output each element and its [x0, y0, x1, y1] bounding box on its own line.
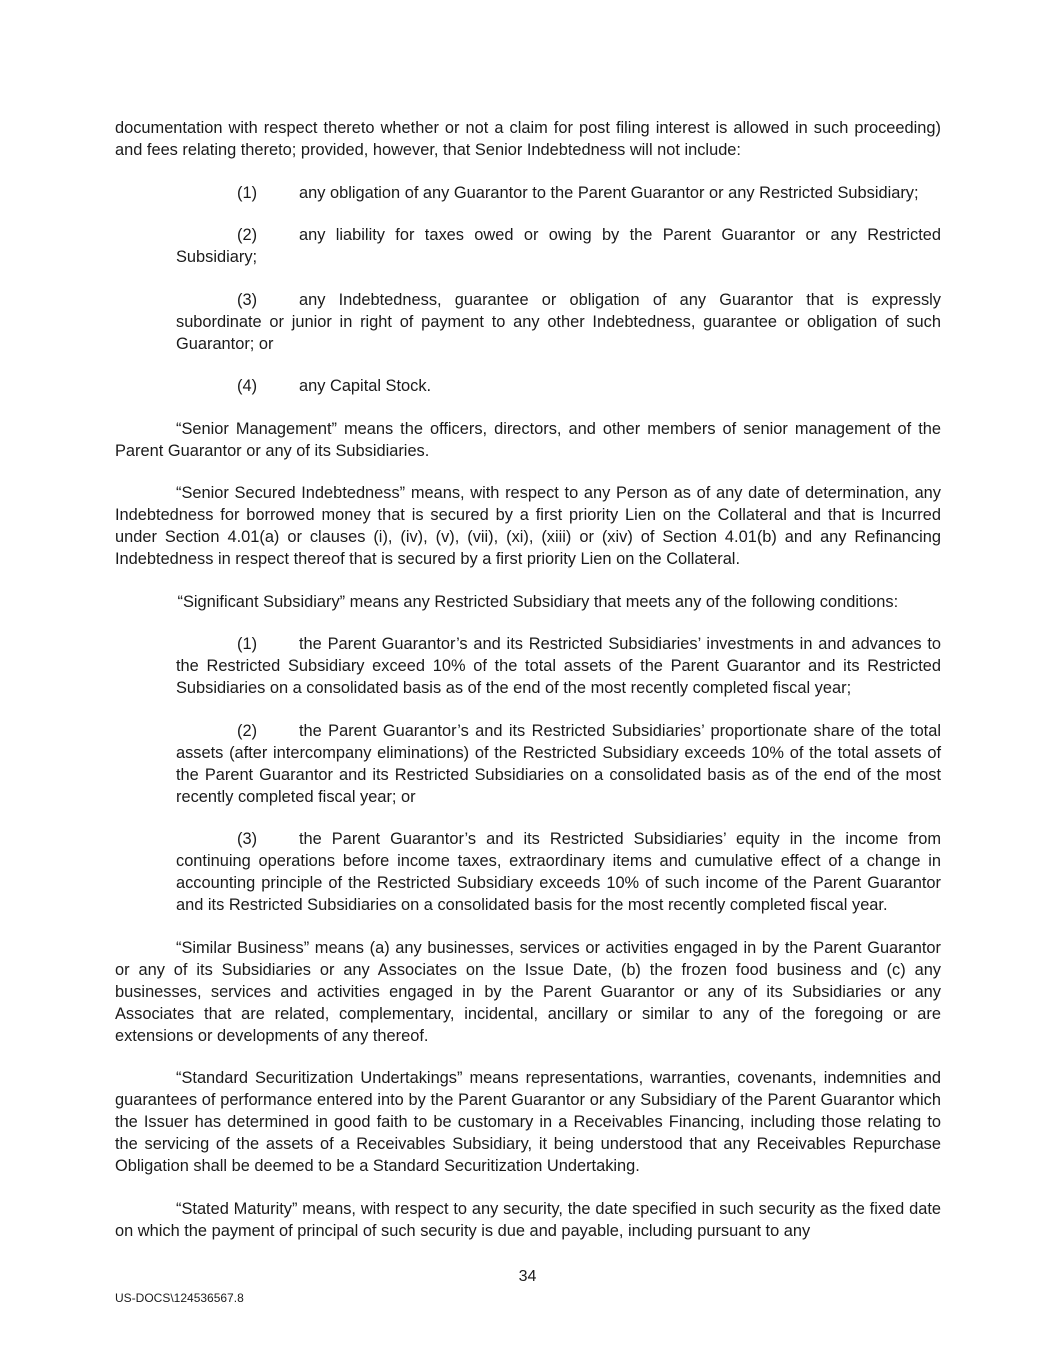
significant-subsidiary-conditions — [115, 633, 941, 916]
list-item-number: (1) — [237, 183, 258, 202]
list-item-text: any Capital Stock. — [299, 377, 432, 395]
list-item-text: the Parent Guarantor’s and its Restricted Subsidiaries’ proportionate share of the total assets (after intercompany eliminations) of the Restricted Subsidiary exceeds 10% of the total assets of the Parent Guarantor and its Restricted Subsidiaries on a consolidated basis as of the end of the most recently completed fiscal year; or — [176, 721, 941, 806]
list-item — [176, 289, 941, 355]
list-item-text: the Parent Guarantor’s and its Restricted Subsidiaries’ equity in the income from continuing operations before income taxes, extraordinary items and cumulative effect of a change in accounting principle of the Restricted Subsidiary exceeds 10% of such income of the Parent Guarantor and its Restricted Subsidiaries on a consolidated basis for the most recently completed fiscal year. — [176, 830, 941, 914]
list-item-number: (2) — [237, 721, 258, 740]
list-item-number: (4) — [237, 377, 258, 395]
definition-senior-management: “Senior Management” means the officers, directors, and other members of senior management of the Parent Guarantor or any of its Subsidiaries. — [115, 419, 941, 460]
list-item-number: (2) — [237, 226, 258, 244]
document-id: US-DOCS\124536567.8 — [115, 1291, 244, 1305]
definition-senior-secured-indebtedness: “Senior Secured Indebtedness” means, with respect to any Person as of any date of determination, any Indebtedness for borrowed money that is secured by a first priority Lien on the Collateral and that is Incurred under Section 4.01(a) or clauses (i), (iv), (v), (vii), (xi), (xiii) or (xiv) of Section 4.01(b) and any Refinancing Indebtedness in respect thereof that is secured by a first priority Lien on the Collateral. — [115, 484, 941, 568]
definition-similar-business: “Similar Business” means (a) any businesses, services or activities engaged in by the Parent Guarantor or any of its Subsidiaries or any Associates on the Issue Date, (b) the frozen food business and (c) any businesses, services and activities engaged in by the Parent Guarantor or any of its Subsidiaries or any Associates that are related, complementary, incidental, ancillary or similar to any of the foregoing or are extensions or developments of any thereof. — [115, 938, 941, 1045]
page-body — [115, 117, 941, 1262]
continuation-paragraph: documentation with respect thereto whether or not a claim for post filing interest is allowed in such proceeding) and fees relating thereto; provided, however, that Senior Indebtedness will not include: — [115, 119, 941, 159]
definition-standard-securitization-undertakings: “Standard Securitization Undertakings” means representations, warranties, covenants, indemnities and guarantees of performance entered into by the Parent Guarantor or any Subsidiary of the Parent Guarantor which the Issuer has determined in good faith to be customary in a Receivables Financing, including those relating to the servicing of the assets of a Receivables Subsidiary, it being understood that any Receivables Repurchase Obligation shall be deemed to be a Standard Securitization Undertaking. — [115, 1069, 941, 1175]
list-item — [176, 720, 941, 808]
senior-indebtedness-exclusions — [115, 182, 941, 398]
definition-stated-maturity: “Stated Maturity” means, with respect to any security, the date specified in such security as the fixed date on which the payment of principal of such security is due and payable, including pursuant to any — [115, 1199, 941, 1240]
page-number: 34 — [518, 1268, 537, 1285]
list-item-number: (3) — [237, 830, 258, 848]
definition-significant-subsidiary: “Significant Subsidiary” means any Restricted Subsidiary that meets any of the following conditions: — [177, 592, 899, 611]
list-item — [176, 375, 941, 397]
list-item-text: the Parent Guarantor’s and its Restricted Subsidiaries’ investments in and advances to the Restricted Subsidiary exceed 10% of the total assets of the Parent Guarantor and its Restricted Subsidiaries on a consolidated basis as of the end of the most recently completed fiscal year; — [176, 635, 941, 697]
list-item-text: any Indebtedness, guarantee or obligation of any Guarantor that is expressly subordinate or junior in right of payment to any other Indebtedness, guarantee or obligation of such Guarantor; or — [176, 290, 941, 353]
list-item-text: any obligation of any Guarantor to the Parent Guarantor or any Restricted Subsidiary; — [299, 183, 919, 202]
list-item-number: (1) — [237, 635, 258, 653]
list-item-text: any liability for taxes owed or owing by the Parent Guarantor or any Restricted Subsidiary; — [176, 226, 941, 266]
list-item — [176, 182, 941, 204]
list-item — [176, 633, 941, 699]
list-item-number: (3) — [237, 290, 258, 309]
list-item — [176, 224, 941, 268]
list-item — [176, 828, 941, 916]
